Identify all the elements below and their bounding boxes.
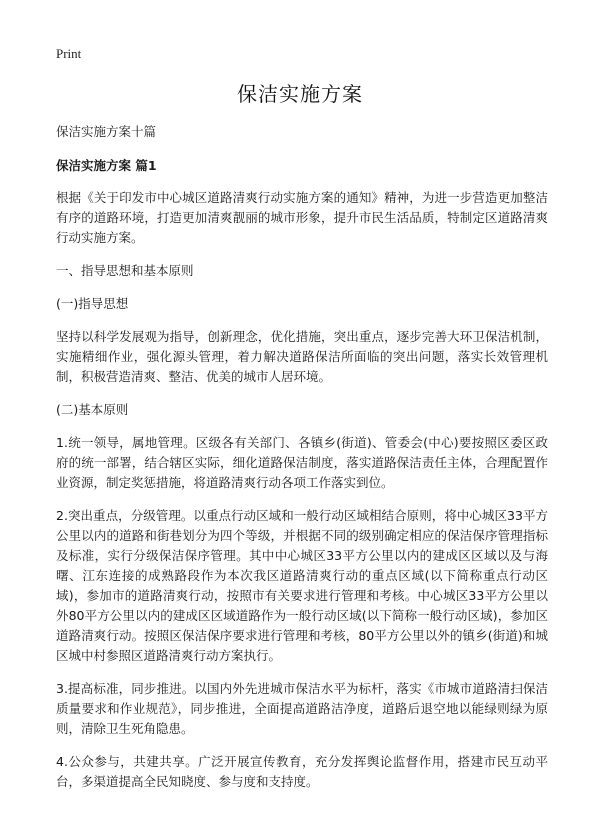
principle-paragraph: 2.突出重点，分级管理。以重点行动区域和一般行动区域相结合原则，将中心城区33平方公里以内的道路和街巷划分为四个等级，并根据不同的级别确定相应的保洁保序管理指标及标准，实行分级保洁保序管理。其中中心城区33平方公里以内的建成区区域以及与海曙、江东连接的成熟路段作为本次我区道路清爽行动的重点区域(以下简称重点行动区域)，参加市的道路清爽行动，按照市有关要求进行管理和考核。中心城区33平方公里以外80平方公里以内的建成区区域道路作为一般行动区域(以下简称一般行动区域)，参加区道路清爽行动。按照区保洁保序要求进行管理和考核，80平方公里以外的镇乡(街道)和城区城中村参照区道路清爽行动方案执行。 xyxy=(56,508,548,663)
article-heading: 保洁实施方案 篇1 xyxy=(56,158,157,173)
principle-paragraph: 3.提高标准，同步推进。以国内外先进城市保洁水平为标杆，落实《市城市道路清扫保洁质量要求和作业规范》，同步推进，全面提高道路洁净度，道路后退空地以能绿则绿为原则，清除卫生死角隐患。 xyxy=(56,681,548,736)
document-title: 保洁实施方案 xyxy=(237,82,363,106)
subsection-heading-guiding-ideology: (一)指导思想 xyxy=(56,296,129,311)
document-body xyxy=(56,122,548,805)
principle-paragraph: 1.统一领导，属地管理。区级各有关部门、各镇乡(街道)、管委会(中心)要按照区委区政府的统一部署，结合辖区实际，细化道路保洁制度，落实道路保洁责任主体，合理配置作业资源，制定奖惩措施，将道路清爽行动各项工作落实到位。 xyxy=(56,435,548,490)
guiding-ideology-paragraph: 坚持以科学发展观为指导，创新理念，优化措施，突出重点，逐步完善大环卫保洁机制，实施精细作业，强化源头管理，着力解决道路保洁所面临的突出问题，落实长效管理机制，积极营造清爽、整洁、优美的城市人居环境。 xyxy=(56,329,548,384)
document-subtitle: 保洁实施方案十篇 xyxy=(56,124,157,139)
principle-paragraph: 4.公众参与，共建共享。广泛开展宣传教育，充分发挥舆论监督作用，搭建市民互动平台，多渠道提高全民知晓度、参与度和支持度。 xyxy=(56,754,548,789)
intro-paragraph: 根据《关于印发市中心城区道路清爽行动实施方案的通知》精神，为进一步营造更加整洁有序的道路环境，打造更加清爽靓丽的城市形象，提升市民生活品质，特制定区道路清爽行动实施方案。 xyxy=(56,190,548,245)
section-heading-guidelines: 一、指导思想和基本原则 xyxy=(56,263,194,278)
print-label: Print xyxy=(56,46,82,61)
subsection-heading-basic-principles: (二)基本原则 xyxy=(56,402,129,417)
